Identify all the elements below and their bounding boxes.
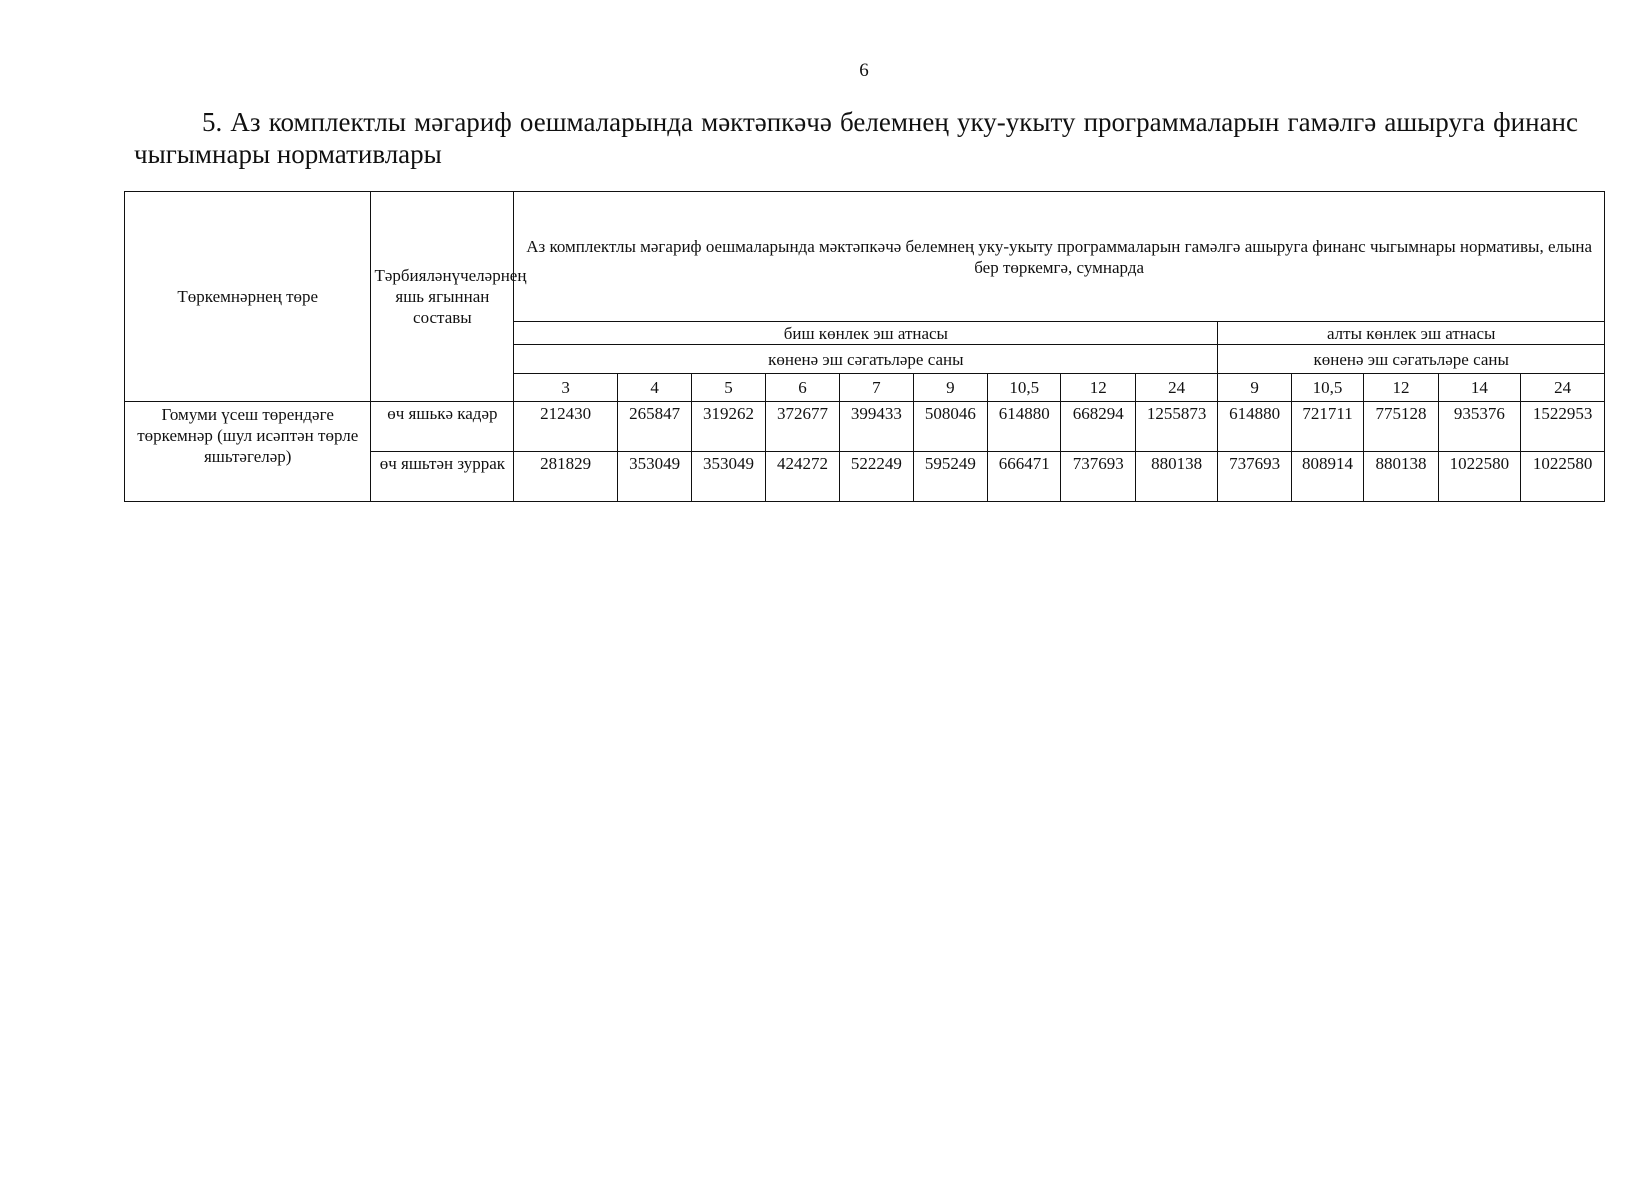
value-cell: 1522953	[1521, 402, 1605, 452]
value-cell: 775128	[1364, 402, 1438, 452]
value-cell: 666471	[988, 452, 1061, 502]
table-row	[125, 402, 1605, 452]
age-cell: өч яшьтән зуррак	[371, 452, 514, 502]
value-cell: 595249	[913, 452, 987, 502]
hours-cell: 24	[1521, 374, 1605, 402]
value-cell: 353049	[692, 452, 765, 502]
hours-cell: 12	[1364, 374, 1438, 402]
value-cell: 522249	[840, 452, 913, 502]
hours-cell: 9	[913, 374, 987, 402]
hours-cell: 24	[1135, 374, 1217, 402]
hours-cell: 4	[617, 374, 691, 402]
value-cell: 265847	[617, 402, 691, 452]
value-cell: 880138	[1364, 452, 1438, 502]
hours-cell: 10,5	[1291, 374, 1363, 402]
hours-cell: 6	[765, 374, 839, 402]
header-five-day-hours-label: көненә эш сәгатьләре саны	[514, 345, 1218, 374]
value-cell: 353049	[617, 452, 691, 502]
hours-cell: 7	[840, 374, 913, 402]
value-cell: 737693	[1061, 452, 1135, 502]
value-cell: 508046	[913, 402, 987, 452]
value-cell: 372677	[765, 402, 839, 452]
value-cell: 1255873	[1135, 402, 1217, 452]
value-cell: 614880	[1218, 402, 1291, 452]
hours-cell: 9	[1218, 374, 1291, 402]
value-cell: 319262	[692, 402, 765, 452]
hours-cell: 5	[692, 374, 765, 402]
header-age-composition: Тәрбияләнүчеләрнең яшь ягыннан составы	[371, 192, 514, 402]
header-norms-main: Аз комплектлы мәгариф оешмаларында мәктәпкәчә белемнең уку-укыту программаларын гамәлгә ашыруга финанс чыгымнары нормативы, елына бер төркемгә, сумнарда	[514, 192, 1605, 322]
header-six-day-hours-label: көненә эш сәгатьләре саны	[1218, 345, 1605, 374]
hours-cell: 10,5	[988, 374, 1061, 402]
header-six-day-week: алты көнлек эш атнасы	[1218, 322, 1605, 345]
value-cell: 1022580	[1521, 452, 1605, 502]
value-cell: 424272	[765, 452, 839, 502]
financing-norms-table	[124, 191, 1605, 502]
value-cell: 399433	[840, 402, 913, 452]
hours-cell: 3	[514, 374, 618, 402]
group-name-cell: Гомуми үсеш төрендәге төркемнәр (шул исәптән төрле яшьтәгеләр)	[125, 402, 371, 502]
header-five-day-week: биш көнлек эш атнасы	[514, 322, 1218, 345]
value-cell: 212430	[514, 402, 618, 452]
value-cell: 808914	[1291, 452, 1363, 502]
hours-cell: 12	[1061, 374, 1135, 402]
value-cell: 880138	[1135, 452, 1217, 502]
value-cell: 935376	[1438, 402, 1520, 452]
value-cell: 281829	[514, 452, 618, 502]
page-number: 6	[859, 60, 869, 81]
value-cell: 721711	[1291, 402, 1363, 452]
value-cell: 614880	[988, 402, 1061, 452]
value-cell: 737693	[1218, 452, 1291, 502]
value-cell: 668294	[1061, 402, 1135, 452]
value-cell: 1022580	[1438, 452, 1520, 502]
hours-cell: 14	[1438, 374, 1520, 402]
section-heading: 5. Аз комплектлы мәгариф оешмаларында мәктәпкәчә белемнең уку-укыту программаларын гамәлгә ашыруга финанс чыгымнары нормативлары	[134, 107, 1578, 169]
header-group-type: Төркемнәрнең төре	[125, 192, 371, 402]
age-cell: өч яшькә кадәр	[371, 402, 514, 452]
